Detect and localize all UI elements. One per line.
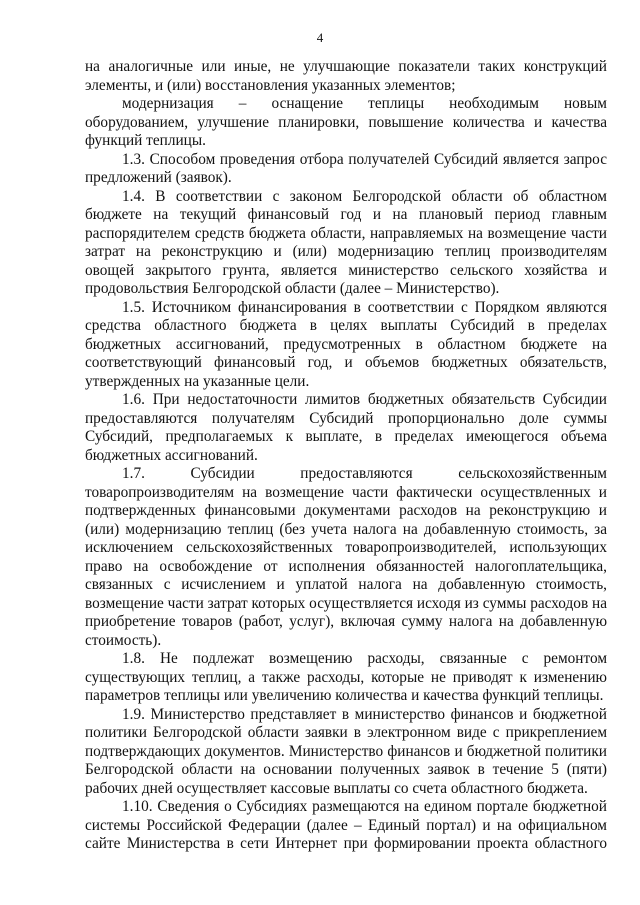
paragraph: 1.3. Способом проведения отбора получателей Субсидий является запрос предложений (заявок). bbox=[85, 150, 607, 186]
paragraph: 1.4. В соответствии с законом Белгородской области об областном бюджете на текущий финансовый год и на плановый период главным распорядителем средств бюджета области, направляемых на возмещение части затрат на реконструкцию и (или) модернизацию теплиц производителям овощей закрытого грунта, является министерство сельского хозяйства и продовольствия Белгородской области (далее – Министерство). bbox=[85, 187, 607, 297]
paragraph: 1.5. Источником финансирования в соответствии с Порядком являются средства областного бюджета в целях выплаты Субсидий в пределах бюджетных ассигнований, предусмотренных в областном бюджете на соответствующий финансовый год, и объемов бюджетных обязательств, утвержденных на указанные цели. bbox=[85, 298, 607, 390]
paragraph: 1.6. При недостаточности лимитов бюджетных обязательств Субсидии предоставляются получателям Субсидий пропорционально доле суммы Субсидий, предполагаемых к выплате, в пределах имеющегося объема бюджетных ассигнований. bbox=[85, 391, 607, 464]
paragraph: 1.10. Сведения о Субсидиях размещаются на едином портале бюджетной системы Российской Федерации (далее – Единый портал) и на официальном сайте Министерства в сети Интернет при формировании проекта областного bbox=[85, 798, 607, 852]
paragraph: 1.8. Не подлежат возмещению расходы, связанные с ремонтом существующих теплиц, а также расходы, которые не приводят к изменению параметров теплицы или увеличению количества и качества функций теплицы. bbox=[85, 650, 607, 704]
paragraph: модернизация – оснащение теплицы необходимым новым оборудованием, улучшение планировки, повышение количества и качества функций теплицы. bbox=[85, 95, 607, 149]
paragraph: на аналогичные или иные, не улучшающие показатели таких конструкций элементы, и (или) восстановления указанных элементов; bbox=[85, 58, 607, 94]
page-number: 4 bbox=[316, 30, 324, 45]
document-body bbox=[85, 58, 607, 854]
paragraph: 1.7. Субсидии предоставляются сельскохозяйственным товаропроизводителям на возмещение части фактически осуществленных и подтвержденных финансовыми документами расходов на реконструкцию и (или) модернизацию теплиц (без учета налога на добавленную стоимость, за исключением сельскохозяйственных товаропроизводителей, использующих право на освобождение от исполнения обязанностей налогоплательщика, связанных с исчислением и уплатой налога на добавленную стоимость, возмещение части затрат которых осуществляется исходя из суммы расходов на приобретение товаров (работ, услуг), включая сумму налога на добавленную стоимость). bbox=[85, 465, 607, 649]
paragraph: 1.9. Министерство представляет в министерство финансов и бюджетной политики Белгородской области заявки в электронном виде с прикреплением подтверждающих документов. Министерство финансов и бюджетной политики Белгородской области на основании полученных заявок в течение 5 (пяти) рабочих дней осуществляет кассовые выплаты со счета областного бюджета. bbox=[85, 705, 607, 797]
